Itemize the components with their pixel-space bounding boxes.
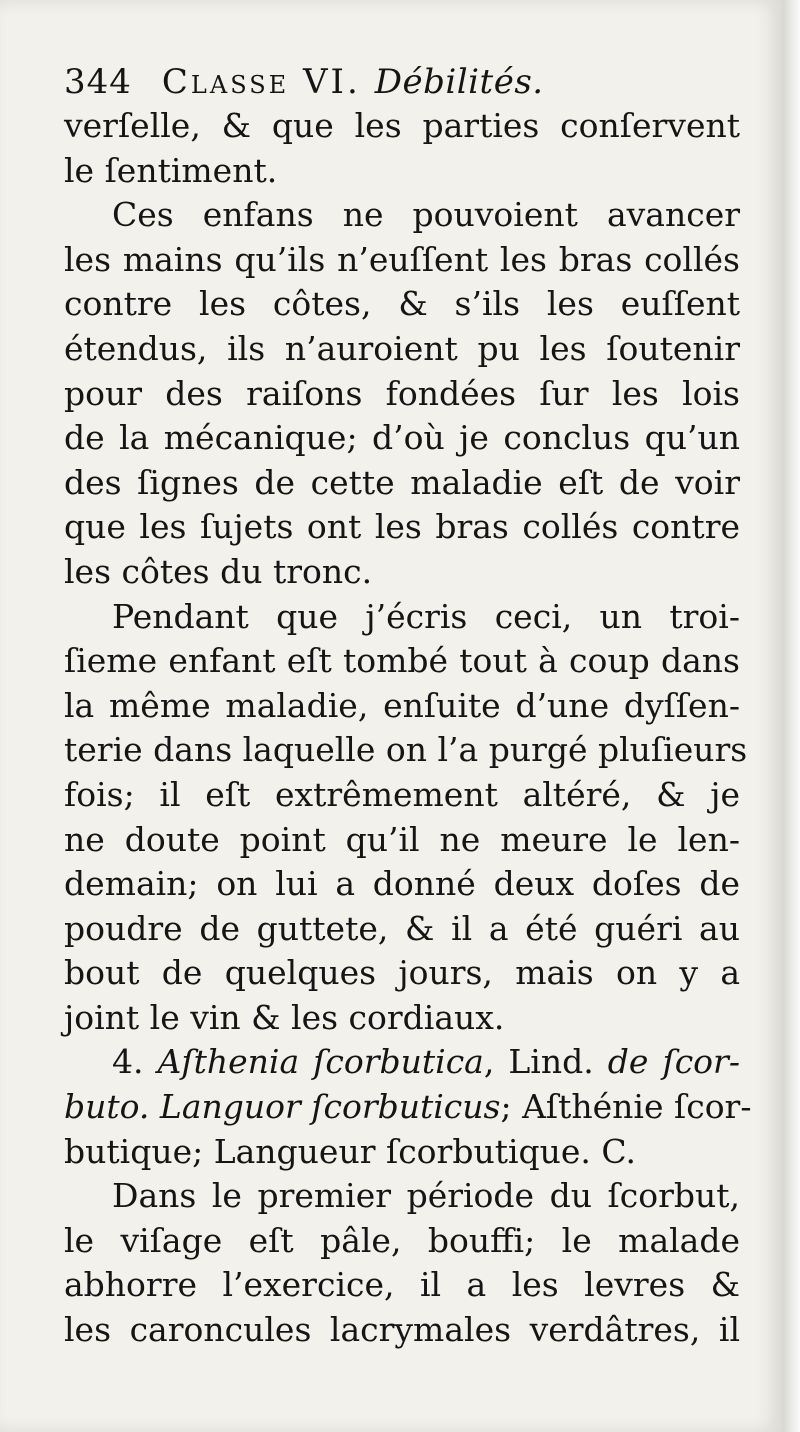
text-line: de la mécanique; d’où je conclus qu’un bbox=[64, 418, 740, 458]
entry-heading-line bbox=[64, 1085, 752, 1130]
text-line: poudre de guttete, & il a été guéri au bbox=[64, 908, 740, 948]
text-line: Dans le premier période du ſcorbut, bbox=[112, 1176, 740, 1216]
text-line: contre les côtes, & s’ils les euſſent bbox=[64, 284, 740, 324]
page-number: 344 bbox=[64, 62, 132, 102]
text-line: demain; on lui a donné deux doſes de bbox=[64, 864, 740, 904]
entry-heading-line: butique; Langueur ſcorbutique. C. bbox=[64, 1131, 636, 1171]
page-edge bbox=[782, 0, 800, 1432]
text-line: les côtes du tronc. bbox=[64, 551, 373, 591]
text-line: la même maladie, enſuite d’une dyſſen- bbox=[64, 685, 740, 725]
text-line: bout de quelques jours, mais on y a bbox=[64, 953, 740, 993]
section-title: Débilités. bbox=[374, 62, 544, 102]
text-line: les mains qu’ils n’euſſent les bras collés bbox=[64, 239, 740, 279]
entry-reference: de ſcor- bbox=[607, 1042, 740, 1082]
text-line: ne doute point qu’il ne meure le len- bbox=[64, 819, 740, 859]
text-line: fois; il eſt extrêmement altéré, & je bbox=[64, 774, 740, 814]
text-line: abhorre l’exercice, il a les levres & bbox=[64, 1265, 740, 1305]
text-line: Ces enfans ne pouvoient avancer bbox=[112, 195, 740, 235]
text-line: ſieme enfant eſt tombé tout à coup dans bbox=[64, 641, 740, 681]
entry-number: 4. bbox=[112, 1042, 144, 1082]
text-line: le viſage eſt pâle, bouffi; le malade bbox=[64, 1220, 740, 1260]
text-line: des ſignes de cette maladie eſt de voir bbox=[64, 462, 740, 502]
text-line: terie dans laquelle on l’a purgé pluſieurs bbox=[64, 730, 748, 770]
entry-synonym: buto. Languor ſcorbuticus bbox=[64, 1087, 501, 1127]
text-line: Pendant que j’écris ceci, un troi- bbox=[112, 596, 740, 636]
class-title: Classe VI. bbox=[161, 62, 361, 102]
text-line: verſelle, & que les parties conſervent bbox=[64, 106, 740, 145]
text-line: que les ſujets ont les bras collés contre bbox=[64, 507, 740, 547]
text-line: les caroncules lacrymales verdâtres, il bbox=[64, 1310, 740, 1350]
text-line: le ſentiment. bbox=[64, 150, 278, 190]
entry-latin-name: Aſthenia ſcorbutica bbox=[157, 1042, 484, 1082]
text-line: joint le vin & les cordiaux. bbox=[64, 997, 505, 1037]
entry-author: , Lind. bbox=[483, 1042, 594, 1082]
page-text bbox=[64, 60, 752, 1353]
entry-heading-line bbox=[64, 1040, 740, 1085]
text-line: étendus, ils n’auroient pu les ſoutenir bbox=[64, 328, 740, 368]
entry-french-name: ; Aſthénie ſcor- bbox=[500, 1087, 752, 1127]
text-line: pour des raiſons fondées ſur les lois bbox=[64, 373, 740, 413]
running-header bbox=[64, 60, 740, 104]
